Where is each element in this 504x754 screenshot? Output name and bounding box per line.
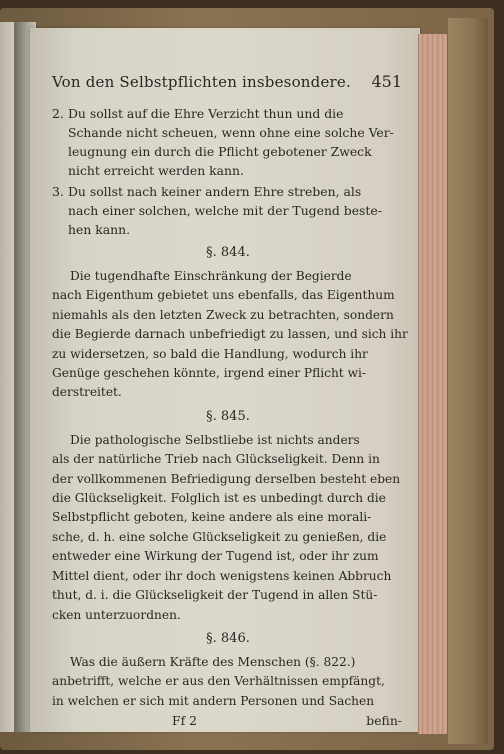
text-line: Du sollst auf die Ehre Verzicht thun und die (68, 106, 344, 121)
text-line: derstreitet. (52, 385, 122, 400)
page-text (52, 72, 408, 733)
previous-page-edge (0, 22, 15, 732)
printer-signature: Ff 2 (172, 713, 198, 729)
text-line: Selbstpflicht geboten, keine andere als eine morali- (52, 510, 372, 525)
item-number: 3. (52, 184, 64, 199)
text-line: zu widersetzen, so bald die Handlung, wodurch ihr (52, 346, 368, 361)
text-line: Die pathologische Selbstliebe ist nichts anders (70, 432, 360, 447)
text-line: entweder eine Wirkung der Tugend ist, oder ihr zum (52, 549, 379, 564)
section-heading: §. 845. (206, 408, 250, 424)
text-line: nach einer solchen, welche mit der Tugend beste- (68, 203, 382, 218)
text-line: die Begierde darnach unbefriedigt zu lassen, und sich ihr (52, 327, 408, 342)
item-text (68, 182, 404, 239)
text-line: in welchen er sich mit andern Personen und Sachen (52, 693, 375, 708)
paragraph (52, 267, 408, 403)
cover-edge (448, 18, 488, 744)
catchword: befin- (366, 713, 402, 729)
section-heading: §. 846. (206, 630, 250, 646)
text-line: Was die äußern Kräfte des Menschen (§. 822.) (70, 654, 356, 669)
page-edges (418, 34, 447, 734)
text-line: Genüge geschehen könnte, irgend einer Pflicht wi- (52, 366, 367, 381)
text-line: Du sollst nach keiner andern Ehre streben, als (68, 184, 362, 199)
text-line: die Glückseligkeit. Folglich ist es unbedingt durch die (52, 491, 386, 506)
text-line: anbetrifft, welche er aus den Verhältnissen empfängt, (52, 674, 385, 689)
paragraph (52, 653, 404, 711)
text-line: Schande nicht scheuen, wenn ohne eine solche Ver- (68, 125, 394, 140)
text-line: cken unterzuordnen. (52, 607, 181, 622)
text-line: nach Eigenthum gebietet uns ebenfalls, das Eigenthum (52, 288, 395, 303)
text-line: thut, d. i. die Glückseligkeit der Tugend in allen Stü- (52, 588, 378, 603)
running-head: Von den Selbstpflichten insbesondere. (52, 73, 351, 91)
page-footer (52, 713, 404, 733)
text-line: als der natürliche Trieb nach Glückseligkeit. Denn in (52, 452, 380, 467)
item-number: 2. (52, 106, 64, 121)
text-line: sche, d. h. eine solche Glückseligkeit zu genießen, die (52, 529, 387, 544)
text-line: der vollkommenen Befriedigung derselben besteht eben (52, 471, 401, 486)
text-line: niemahls als den letzten Zweck zu betrachten, sondern (52, 307, 394, 322)
section-heading: §. 844. (206, 245, 250, 260)
list-item (52, 182, 404, 239)
text-line: nicht erreicht werden kann. (68, 163, 244, 178)
page-header (52, 72, 404, 102)
text-line: hen kann. (68, 222, 131, 237)
list-item (52, 104, 404, 180)
paragraph (52, 431, 404, 625)
text-line: leugnung ein durch die Pflicht gebotener Zweck (68, 144, 372, 159)
text-line: Mittel dient, oder ihr doch wenigstens keinen Abbruch (52, 568, 392, 583)
page-number: 451 (371, 72, 402, 91)
text-line: Die tugendhafte Einschränkung der Begierde (70, 269, 352, 283)
item-text (68, 104, 404, 180)
